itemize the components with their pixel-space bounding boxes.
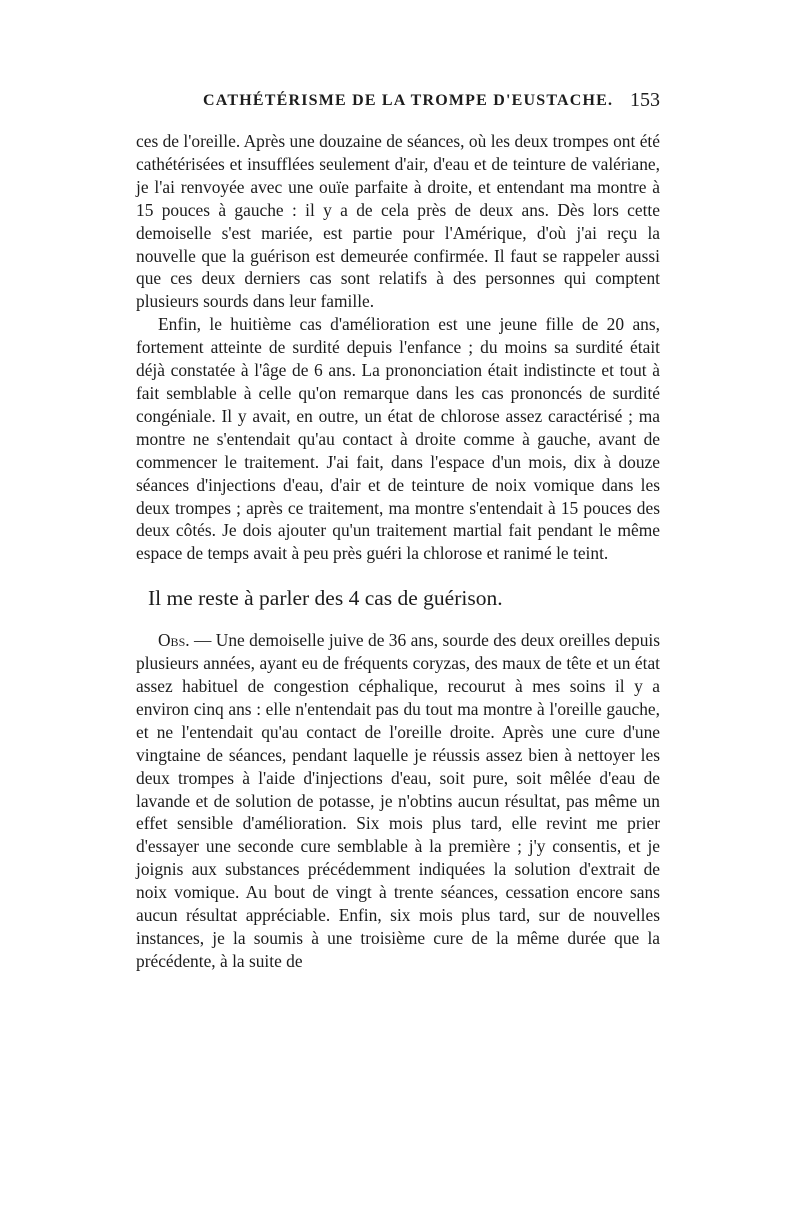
section-heading: Il me reste à parler des 4 cas de guérison. (148, 586, 503, 611)
observation-label: Obs. (158, 630, 190, 651)
running-title: CATHÉTÉRISME DE LA TROMPE D'EUSTACHE. (203, 92, 614, 109)
book-page (136, 89, 660, 973)
observation-text: — Une demoiselle juive de 36 ans, sourde des deux oreilles depuis plusieurs années, ayant eu de fréquents coryzas, des maux de tête et un état assez habituel de congestion céphalique, recourut à mes soins il y a environ cinq ans : elle n'entendait pas du tout ma montre à l'oreille gauche, et ne l'entendait qu'au contact de l'oreille droite. Après une cure d'une vingtaine de séances, pendant laquelle je réussis assez bien à nettoyer les deux trompes à l'aide d'injections d'eau, soit pure, soit mêlée d'eau de lavande et de solution de potasse, je n'obtins aucun résultat, pas même un effet sensible d'amélioration. Six mois plus tard, elle revint me prier d'essayer une seconde cure semblable à la première ; j'y consentis, et je joignis aux substances précédemment indiquées la solution d'extrait de noix vomique. Au bout de vingt à trente séances, cessation encore sans aucun résultat appréciable. Enfin, six mois plus tard, sur de nouvelles instances, je la soumis à une troisième cure de la même durée que la précédente, à la suite de (136, 630, 660, 971)
page-number: 153 (630, 89, 660, 111)
running-header (136, 89, 660, 130)
paragraph-eighth-case: Enfin, le huitième cas d'amélioration est une jeune fille de 20 ans, fortement atteinte de surdité depuis l'enfance ; du moins sa surdité était déjà constatée à l'âge de 6 ans. La prononciation était indistincte et tout à fait semblable à celle qu'on remarque dans les cas prononcés de surdité congéniale. Il y avait, en outre, un état de chlorose assez caractérisé ; ma montre ne s'entendait qu'au contact à droite comme à gauche, avant de commencer le traitement. J'ai fait, dans l'espace d'un mois, dix à douze séances d'injections d'eau, d'air et de teinture de noix vomique dans les deux trompes ; après ce traitement, ma montre s'entendait à 15 pouces des deux côtés. Je dois ajouter qu'un traitement martial fait pendant le même espace de temps avait à peu près guéri la chlorose et ranimé le teint. (136, 314, 660, 564)
paragraph-observation (136, 629, 660, 973)
paragraph-continuation: ces de l'oreille. Après une douzaine de séances, où les deux trompes ont été cathétérisées et insufflées seulement d'air, d'eau et de teinture de valériane, je l'ai renvoyée avec une ouïe parfaite à droite, et entendant ma montre à 15 pouces à gauche : il y a de cela près de deux ans. Dès lors cette demoiselle s'est mariée, est partie pour l'Amérique, d'où j'ai reçu la nouvelle que la guérison est demeurée confirmée. Il faut se rappeler aussi que ces deux derniers cas sont relatifs à des personnes qui comptent plusieurs sourds dans leur famille. (136, 131, 660, 312)
